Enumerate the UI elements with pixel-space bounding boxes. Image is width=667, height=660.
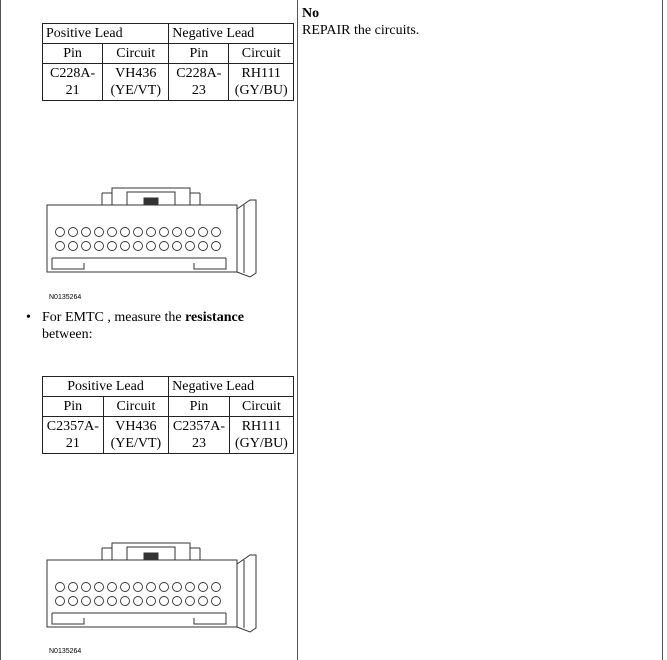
bullet-text-bold: resistance (185, 310, 244, 325)
positive-pin-cell: C228A-21 (43, 64, 103, 101)
circuit-header: Circuit (103, 44, 169, 64)
positive-pin-cell: C2357A-21 (43, 417, 104, 454)
measurement-table-1 (42, 23, 294, 101)
negative-circuit-cell: RH111 (GY/BU) (229, 417, 293, 454)
negative-pin-cell: C2357A-23 (169, 417, 230, 454)
negative-lead-header: Negative Lead (169, 24, 294, 44)
positive-lead-header: Positive Lead (43, 24, 169, 44)
negative-circuit-cell: RH111 (GY/BU) (229, 64, 294, 101)
positive-circuit-cell: VH436 (YE/VT) (103, 417, 168, 454)
pin-header: Pin (43, 44, 103, 64)
bullet-text-prefix: For EMTC , measure the (42, 310, 186, 325)
right-border (662, 0, 663, 660)
pin-header: Pin (169, 397, 230, 417)
result-column (302, 5, 419, 39)
positive-circuit-cell: VH436 (YE/VT) (103, 64, 169, 101)
negative-lead-header: Negative Lead (169, 377, 294, 397)
circuit-header: Circuit (103, 397, 168, 417)
connector-diagram-1 (44, 185, 264, 281)
bullet-icon: • (26, 310, 31, 325)
figure-id-2: N0135264 (49, 648, 82, 655)
left-border (0, 0, 1, 660)
circuit-header: Circuit (229, 397, 293, 417)
action-text: REPAIR the circuits. (302, 23, 420, 38)
negative-pin-cell: C228A-23 (169, 64, 229, 101)
pin-header: Pin (169, 44, 229, 64)
circuit-header: Circuit (229, 44, 294, 64)
bullet-text-suffix: between: (42, 327, 93, 342)
column-divider (297, 0, 298, 660)
pin-header: Pin (43, 397, 104, 417)
figure-id-1: N0135264 (49, 294, 82, 301)
answer-label: No (302, 6, 320, 21)
connector-diagram-2 (44, 540, 264, 636)
measurement-table-2 (42, 376, 294, 454)
bullet-instruction (26, 309, 282, 343)
positive-lead-header: Positive Lead (43, 377, 169, 397)
